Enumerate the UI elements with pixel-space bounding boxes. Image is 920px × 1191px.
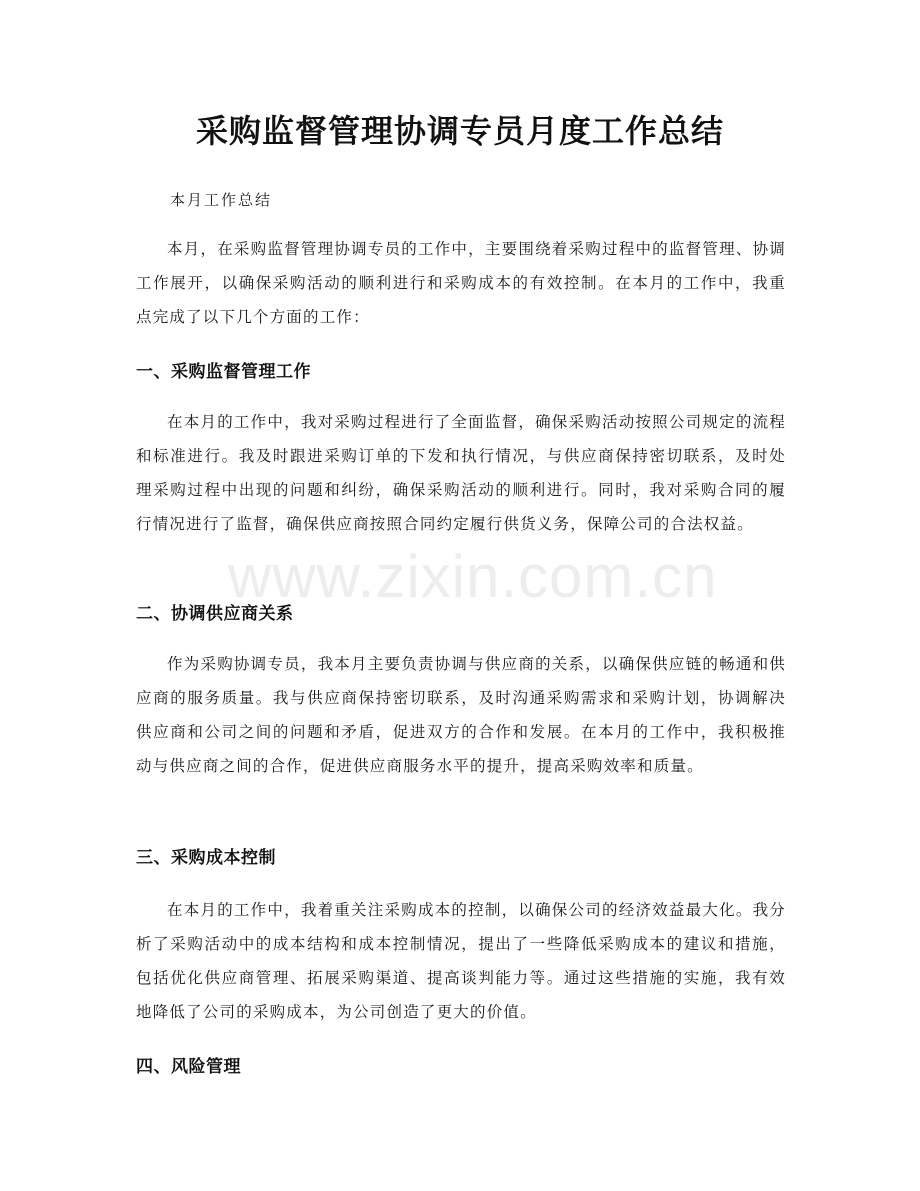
- site-watermark: www.zixin.com.cn: [228, 543, 718, 610]
- section-heading-3: 三、采购成本控制: [136, 848, 276, 868]
- summary-subtitle: 本月工作总结: [170, 191, 273, 209]
- section-heading-1: 一、采购监督管理工作: [136, 362, 311, 382]
- section-body-3: 在本月的工作中，我着重关注采购成本的控制，以确保公司的经济效益最大化。我分析了采购活动中的成本结构和成本控制情况，提出了一些降低采购成本的建议和措施，包括优化供应商管理、拓展采购渠道、提高谈判能力等。通过这些措施的实施，我有效地降低了公司的采购成本，为公司创造了更大的价值。: [136, 901, 786, 1021]
- document-title: 采购监督管理协调专员月度工作总结: [195, 112, 724, 150]
- section-heading-2: 二、协调供应商关系: [136, 604, 294, 624]
- intro-paragraph: 本月，在采购监督管理协调专员的工作中，主要围绕着采购过程中的监督管理、协调工作展开，以确保采购活动的顺利进行和采购成本的有效控制。在本月的工作中，我重点完成了以下几个方面的工作：: [136, 240, 786, 326]
- section-heading-4: 四、风险管理: [136, 1057, 241, 1077]
- section-body-2: 作为采购协调专员，我本月主要负责协调与供应商的关系，以确保供应链的畅通和供应商的服务质量。我与供应商保持密切联系，及时沟通采购需求和采购计划，协调解决供应商和公司之间的问题和矛盾，促进双方的合作和发展。在本月的工作中，我积极推动与供应商之间的合作，促进供应商服务水平的提升，提高采购效率和质量。: [136, 655, 786, 775]
- section-body-1: 在本月的工作中，我对采购过程进行了全面监督，确保采购活动按照公司规定的流程和标准进行。我及时跟进采购订单的下发和执行情况，与供应商保持密切联系，及时处理采购过程中出现的问题和纠纷，确保采购活动的顺利进行。同时，我对采购合同的履行情况进行了监督，确保供应商按照合同约定履行供货义务，保障公司的合法权益。: [136, 413, 786, 533]
